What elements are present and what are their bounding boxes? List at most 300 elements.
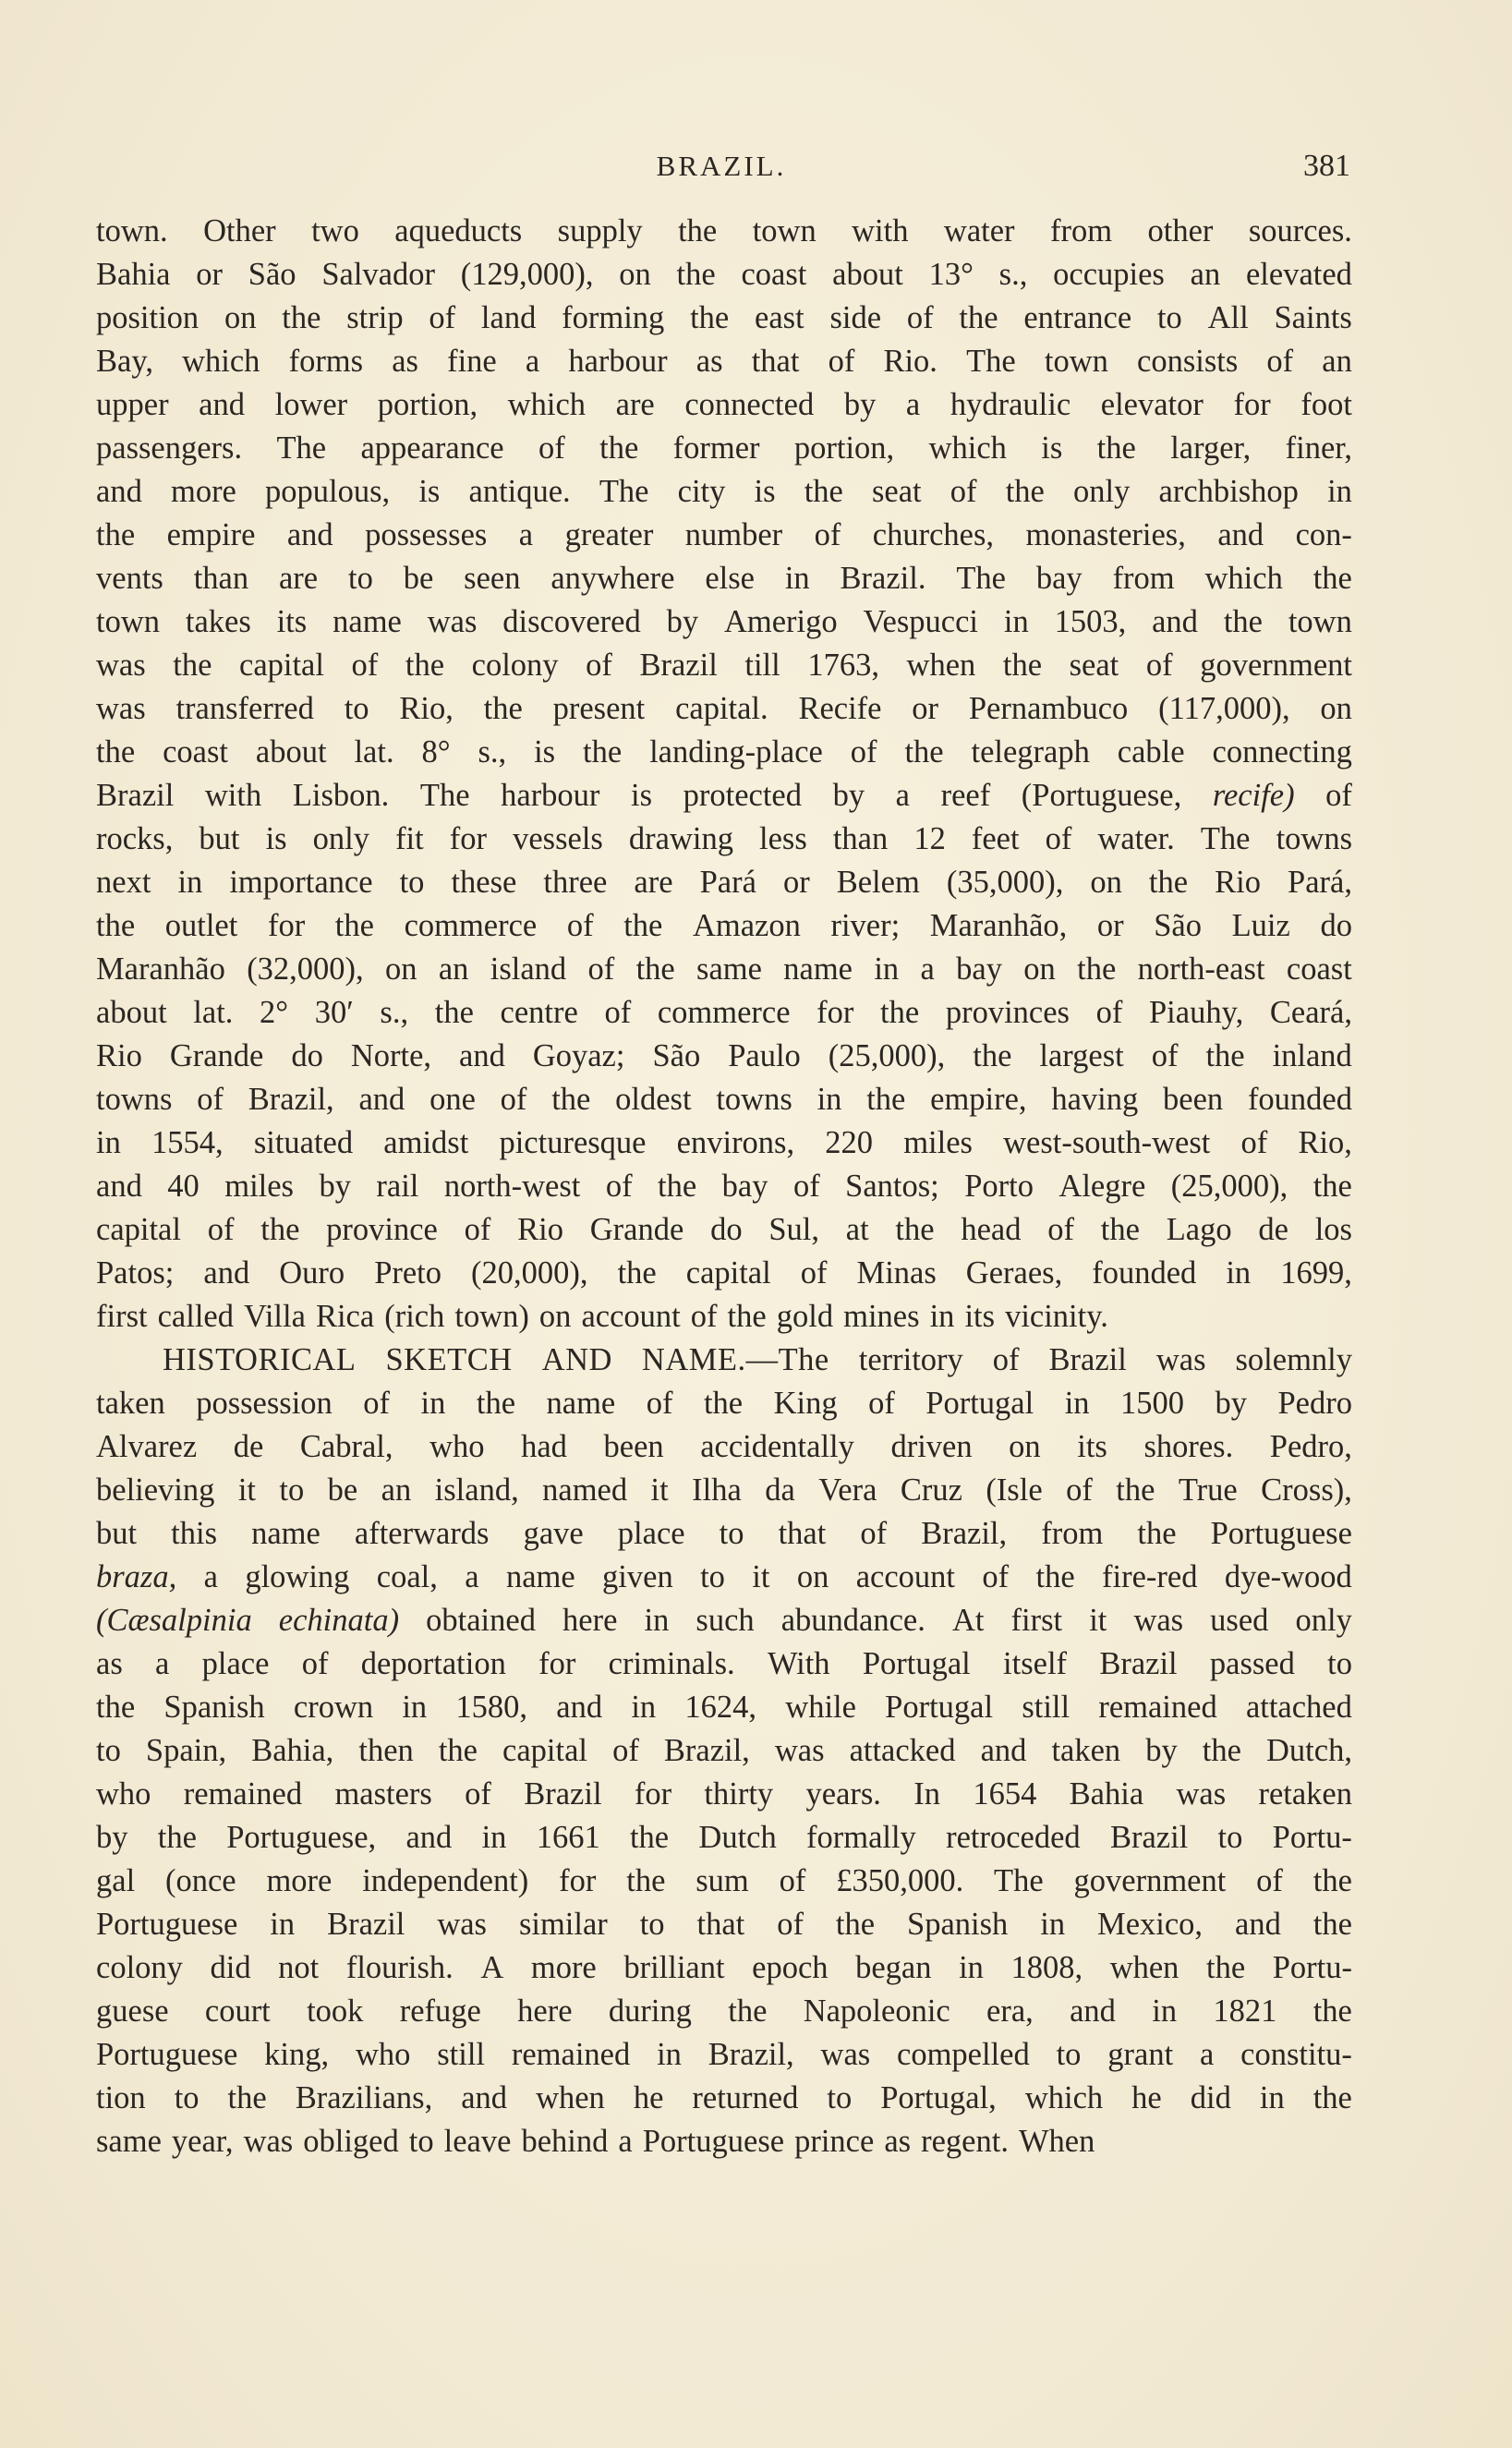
word: São xyxy=(652,1038,701,1073)
word: this xyxy=(171,1516,218,1551)
word: Rio, xyxy=(399,691,454,726)
word: as xyxy=(96,1646,123,1681)
word: 13° xyxy=(928,257,974,292)
word: did xyxy=(1190,2080,1231,2115)
word: (Isle xyxy=(986,1472,1043,1508)
word: place xyxy=(617,1516,685,1551)
word: in xyxy=(1064,1386,1090,1421)
word: Santos; xyxy=(845,1169,939,1204)
text-line xyxy=(96,383,1352,427)
word: transferred xyxy=(175,691,314,726)
word: antique. xyxy=(468,474,571,509)
word: to xyxy=(344,691,369,726)
word: Saints xyxy=(1274,300,1352,335)
word: named xyxy=(542,1472,628,1508)
word: de xyxy=(1258,1212,1288,1247)
word: of xyxy=(465,1776,491,1812)
word: at xyxy=(845,1212,869,1247)
word: Amazon xyxy=(692,908,801,943)
word: was xyxy=(427,604,478,639)
word: town xyxy=(752,213,816,248)
word: 1699, xyxy=(1280,1255,1352,1291)
word: account xyxy=(855,1559,955,1594)
text-line xyxy=(96,557,1352,600)
word: grant xyxy=(1107,2037,1174,2072)
word: Brazil. xyxy=(840,561,926,596)
word: 1661 xyxy=(536,1820,600,1855)
word: sum xyxy=(696,1863,749,1898)
word: the xyxy=(1312,2080,1352,2115)
word: name xyxy=(546,1386,616,1421)
word: deportation xyxy=(360,1646,506,1681)
word: in xyxy=(1327,474,1352,509)
word: of xyxy=(429,300,456,335)
word: Grande xyxy=(169,1038,264,1073)
word: first xyxy=(1010,1603,1063,1638)
word: (20,000), xyxy=(471,1255,588,1291)
word: Maranhão xyxy=(96,951,225,987)
word: still xyxy=(437,2037,486,2072)
word: A xyxy=(480,1950,504,1985)
word: for xyxy=(1233,387,1271,422)
word: of xyxy=(777,1907,804,1942)
word: court xyxy=(204,1994,271,2029)
word: forms xyxy=(288,344,364,379)
text-line xyxy=(96,948,1352,991)
word: to xyxy=(96,1733,121,1768)
word: to xyxy=(347,561,373,596)
word: a xyxy=(465,1559,479,1594)
word: the xyxy=(96,517,136,552)
word: is xyxy=(1041,430,1063,466)
word: In xyxy=(913,1776,940,1812)
word: the xyxy=(895,1212,935,1247)
running-head: BRAZIL. xyxy=(656,150,787,182)
text-line xyxy=(96,210,1352,253)
word: behind xyxy=(521,2124,609,2159)
word: in xyxy=(1152,1994,1178,2029)
word: seat xyxy=(872,474,922,509)
word: Luiz xyxy=(1231,908,1290,943)
word: the xyxy=(678,213,718,248)
text-line xyxy=(96,1382,1352,1425)
word: bay xyxy=(956,951,1002,987)
word: landing-place xyxy=(649,734,823,770)
word: (25,000), xyxy=(1170,1169,1288,1204)
word: the xyxy=(904,734,944,770)
word: here xyxy=(562,1603,618,1638)
word: oldest xyxy=(615,1082,692,1117)
word: of xyxy=(860,1516,888,1551)
word: the xyxy=(635,951,675,987)
word: given xyxy=(602,1559,673,1594)
word: of xyxy=(586,648,612,683)
text-line xyxy=(96,818,1352,861)
word: its xyxy=(1077,1429,1107,1464)
word: of xyxy=(1266,344,1294,379)
word: and xyxy=(1235,1907,1281,1942)
word: first xyxy=(96,1299,148,1334)
word: the xyxy=(629,1820,670,1855)
word: its xyxy=(964,1299,996,1334)
word: Salvador xyxy=(321,257,435,292)
word: present xyxy=(552,691,646,726)
word: protected xyxy=(683,778,802,813)
word: next xyxy=(96,865,151,900)
word: for xyxy=(816,995,854,1030)
word: vicinity. xyxy=(1005,1299,1108,1334)
word: remained xyxy=(1098,1690,1217,1725)
word: (Cæsalpinia xyxy=(96,1603,252,1638)
word: passed xyxy=(1209,1646,1295,1681)
word: the xyxy=(1312,1169,1352,1204)
word: The xyxy=(966,344,1016,379)
word: to xyxy=(639,1907,665,1942)
word: was xyxy=(1133,1603,1184,1638)
word: (35,000), xyxy=(946,865,1064,900)
word: more xyxy=(530,1950,597,1985)
word: 1554, xyxy=(151,1125,224,1160)
word: government xyxy=(1200,648,1352,683)
word: returned xyxy=(692,2080,799,2115)
text-line xyxy=(96,1686,1352,1729)
word: for xyxy=(449,821,488,856)
word: consists xyxy=(1137,344,1239,379)
word: a xyxy=(155,1646,170,1681)
word: Other xyxy=(203,213,276,248)
word: of xyxy=(1151,1038,1179,1073)
word: NAME.—The xyxy=(641,1342,829,1377)
word: bay xyxy=(1035,561,1083,596)
word: Recife xyxy=(798,691,882,726)
word: from xyxy=(1112,561,1175,596)
word: here xyxy=(517,1994,573,2029)
word: of xyxy=(351,648,379,683)
word: a xyxy=(518,517,534,552)
word: capital xyxy=(239,648,324,683)
word: on xyxy=(1320,691,1352,726)
word: 220 xyxy=(825,1125,874,1160)
word: dye-wood xyxy=(1224,1559,1352,1594)
word: than xyxy=(193,561,249,596)
word: gold xyxy=(776,1299,834,1334)
word: of xyxy=(779,1863,806,1898)
word: Minas xyxy=(856,1255,937,1291)
word: Rio. xyxy=(883,344,937,379)
word: 1763, xyxy=(807,648,879,683)
word: bay xyxy=(721,1169,768,1204)
word: account xyxy=(581,1299,681,1334)
word: Portuguese xyxy=(96,2037,238,2072)
word: on xyxy=(619,257,651,292)
word: same xyxy=(96,2124,162,2159)
word: was xyxy=(774,1733,825,1768)
word: north-east xyxy=(1137,951,1265,987)
word: obtained xyxy=(426,1603,536,1638)
word: still xyxy=(1022,1690,1070,1725)
word: leave xyxy=(443,2124,512,2159)
text-line xyxy=(96,2033,1352,2077)
word: retroceded xyxy=(946,1820,1081,1855)
word: head xyxy=(961,1212,1022,1247)
word: island xyxy=(490,951,567,987)
word: recife) xyxy=(1212,778,1295,813)
word: 2° xyxy=(260,995,289,1030)
word: do xyxy=(1320,908,1352,943)
text-line xyxy=(96,1773,1352,1816)
word: which xyxy=(1024,2080,1104,2115)
word: was xyxy=(820,2037,871,2072)
word: portion, xyxy=(377,387,478,422)
word: driven xyxy=(890,1429,973,1464)
word: island, xyxy=(434,1472,519,1508)
text-line xyxy=(96,687,1352,731)
word: the xyxy=(1206,1950,1246,1985)
word: (rich xyxy=(384,1299,445,1334)
word: appearance xyxy=(360,430,504,466)
word: harbour xyxy=(568,344,668,379)
word: north-west xyxy=(443,1169,581,1204)
text-line xyxy=(96,1729,1352,1773)
word: foot xyxy=(1300,387,1352,422)
word: city xyxy=(677,474,726,509)
word: compelled xyxy=(897,2037,1030,2072)
word: be xyxy=(327,1472,358,1508)
word: did xyxy=(210,1950,251,1985)
word: the xyxy=(96,1690,136,1725)
word: government xyxy=(1073,1863,1227,1898)
word: of xyxy=(538,430,565,466)
word: the xyxy=(623,908,663,943)
word: name xyxy=(783,951,853,987)
word: greater xyxy=(564,517,654,552)
word: in xyxy=(959,1950,984,1985)
word: from xyxy=(1041,1516,1104,1551)
word: called xyxy=(157,1299,234,1334)
word: same xyxy=(696,951,762,987)
word: miles xyxy=(903,1125,973,1160)
word: when xyxy=(906,648,976,683)
word: a xyxy=(895,778,910,813)
word: provinces xyxy=(945,995,1070,1030)
word: been xyxy=(603,1429,664,1464)
word: the xyxy=(483,691,523,726)
word: Portuguese xyxy=(96,1907,238,1942)
word: guese xyxy=(96,1994,169,2029)
word: in xyxy=(1259,2080,1285,2115)
word: capital xyxy=(502,1733,587,1768)
word: colony xyxy=(471,648,559,683)
word: seat xyxy=(1069,648,1119,683)
word: water. xyxy=(1097,821,1175,856)
word: and xyxy=(405,1820,453,1855)
word: to xyxy=(1056,2037,1082,2072)
word: s., xyxy=(380,995,409,1030)
word: passengers. xyxy=(96,430,243,466)
word: Rio, xyxy=(1298,1125,1352,1160)
word: Portugal xyxy=(862,1646,971,1681)
word: a xyxy=(525,344,540,379)
word: larger, xyxy=(1170,430,1252,466)
word: land xyxy=(480,300,537,335)
word: the xyxy=(727,1299,767,1334)
word: formally xyxy=(806,1820,916,1855)
word: harbour xyxy=(501,778,600,813)
word: Lago xyxy=(1166,1212,1232,1247)
word: Portugal xyxy=(885,1690,994,1725)
word: in xyxy=(96,1125,121,1160)
text-line xyxy=(96,1599,1352,1642)
word: connecting xyxy=(1212,734,1352,770)
word: rail xyxy=(376,1169,419,1204)
word: or xyxy=(1096,908,1124,943)
text-line xyxy=(96,1903,1352,1946)
word: or xyxy=(196,257,224,292)
word: was xyxy=(437,1907,487,1942)
word: the xyxy=(551,1082,591,1117)
word: tion xyxy=(96,2080,146,2115)
text-line xyxy=(96,991,1352,1035)
word: was xyxy=(243,2124,294,2159)
word: by xyxy=(319,1169,351,1204)
word: the xyxy=(434,995,474,1030)
word: coast xyxy=(163,734,228,770)
word: picturesque xyxy=(499,1125,647,1160)
word: the xyxy=(690,300,730,335)
word: afterwards xyxy=(354,1516,490,1551)
word: in xyxy=(1040,1907,1066,1942)
word: is xyxy=(534,734,556,770)
word: Brazil xyxy=(327,1907,405,1942)
word: two xyxy=(311,213,359,248)
word: the xyxy=(1077,951,1117,987)
word: abundance. xyxy=(780,1603,925,1638)
word: be xyxy=(403,561,434,596)
text-line xyxy=(96,861,1352,904)
word: town) xyxy=(454,1299,529,1334)
word: of xyxy=(992,1342,1020,1377)
word: on xyxy=(796,1559,829,1594)
word: Sul, xyxy=(768,1212,819,1247)
text-line xyxy=(96,1556,1352,1599)
text-line xyxy=(96,1165,1352,1208)
word: environs, xyxy=(676,1125,795,1160)
word: in xyxy=(270,1907,296,1942)
text-line xyxy=(96,427,1352,470)
word: place xyxy=(201,1646,270,1681)
word: by xyxy=(96,1820,128,1855)
word: having xyxy=(1051,1082,1139,1117)
word: by xyxy=(843,387,877,422)
text-line xyxy=(96,1252,1352,1295)
word: hydraulic xyxy=(950,387,1071,422)
word: takes xyxy=(185,604,251,639)
word: Brazil xyxy=(639,648,718,683)
text-line xyxy=(96,297,1352,340)
word: or xyxy=(782,865,810,900)
word: of xyxy=(850,734,877,770)
word: 1580, xyxy=(455,1690,528,1725)
word: which xyxy=(507,387,587,422)
word: name xyxy=(333,604,402,639)
word: the xyxy=(880,995,920,1030)
word: he xyxy=(1131,2080,1162,2115)
word: of xyxy=(566,908,594,943)
word: in xyxy=(929,1299,955,1334)
word: Rio xyxy=(517,1212,563,1247)
word: of xyxy=(1145,648,1173,683)
word: cable xyxy=(1117,734,1185,770)
word: sources. xyxy=(1248,213,1352,248)
word: masters xyxy=(334,1776,432,1812)
word: an xyxy=(381,1472,412,1508)
word: Maranhão, xyxy=(929,908,1068,943)
word: Pernambuco xyxy=(968,691,1129,726)
word: the xyxy=(157,1820,197,1855)
word: fit xyxy=(395,821,424,856)
page-number: 381 xyxy=(1303,149,1350,183)
word: of xyxy=(1095,995,1123,1030)
word: to xyxy=(408,2124,434,2159)
word: of xyxy=(587,951,615,987)
word: east xyxy=(755,300,804,335)
word: to xyxy=(1156,300,1182,335)
word: the xyxy=(1137,1516,1177,1551)
word: for xyxy=(267,908,306,943)
word: and xyxy=(459,1038,505,1073)
word: of xyxy=(612,1733,639,1768)
word: Napoleonic xyxy=(803,1994,950,2029)
word: Brazil xyxy=(96,778,175,813)
word: only xyxy=(1295,1603,1352,1638)
word: solemnly xyxy=(1235,1342,1352,1377)
word: for xyxy=(538,1646,576,1681)
word: At xyxy=(951,1603,985,1638)
word: Piauhy, xyxy=(1149,995,1244,1030)
word: Lisbon. xyxy=(292,778,390,813)
word: the xyxy=(676,257,716,292)
word: in xyxy=(481,1820,507,1855)
word: of xyxy=(500,1082,527,1117)
word: the xyxy=(626,1863,666,1898)
word: towns xyxy=(1276,821,1352,856)
word: which xyxy=(928,430,1007,466)
word: Portu- xyxy=(1272,1820,1352,1855)
word: in xyxy=(816,1082,842,1117)
word: to xyxy=(700,1559,725,1594)
word: Brazil, xyxy=(663,1733,750,1768)
word: a xyxy=(905,387,921,422)
word: Villa xyxy=(244,1299,306,1334)
word: on xyxy=(224,300,257,335)
word: in xyxy=(657,2037,682,2072)
word: 40 xyxy=(167,1169,200,1204)
word: vents xyxy=(96,561,163,596)
word: the xyxy=(703,1386,744,1421)
word: or xyxy=(912,691,939,726)
word: in xyxy=(631,1690,657,1725)
word: The xyxy=(276,430,327,466)
word: empire, xyxy=(930,1082,1027,1117)
word: independent) xyxy=(362,1863,529,1898)
word: was xyxy=(96,648,146,683)
word: less xyxy=(759,821,807,856)
word: king, xyxy=(264,2037,330,2072)
word: year, xyxy=(171,2124,234,2159)
word: in xyxy=(402,1690,428,1725)
word: Ilha xyxy=(692,1472,742,1508)
word: (Portuguese, xyxy=(1021,778,1182,813)
